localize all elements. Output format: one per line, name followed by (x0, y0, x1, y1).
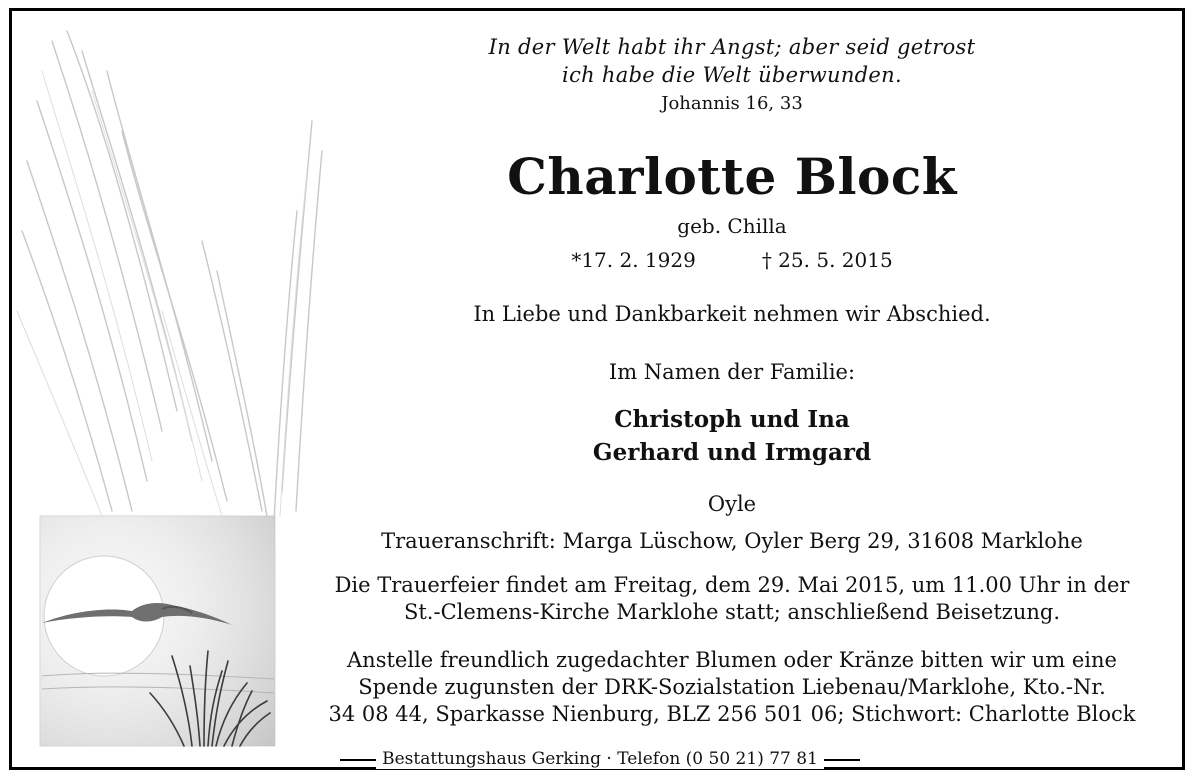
life-dates (282, 248, 1182, 272)
donation-line-1: Anstelle freundlich zugedachter Blumen oder Kränze bitten wir um eine (347, 648, 1117, 672)
sunset-panel (40, 516, 275, 746)
place: Oyle (707, 492, 757, 516)
obituary-text (282, 11, 1182, 751)
death-date: † 25. 5. 2015 (761, 248, 893, 272)
donation-line-2: Spende zugunsten der DRK-Sozialstation Liebenau/Marklohe, Kto.-Nr. (358, 675, 1106, 699)
obituary-frame (9, 8, 1185, 770)
donation-line-3: 34 08 44, Sparkasse Nienburg, BLZ 256 501 06; Stichwort: Charlotte Block (328, 702, 1136, 726)
bible-quote-line-1: In der Welt habt ihr Angst; aber seid getrost (488, 35, 976, 59)
family-name-2: Gerhard und Irmgard (592, 439, 872, 466)
funeral-home-contact: Bestattungshaus Gerking · Telefon (0 50 21) 77 81 (376, 749, 824, 769)
ceremony-line-2: St.-Clemens-Kirche Marklohe statt; anschließend Beisetzung. (403, 600, 1061, 624)
deceased-name: Charlotte Block (507, 147, 957, 206)
mourning-address: Traueranschrift: Marga Lüschow, Oyler Berg 29, 31608 Marklohe (381, 529, 1083, 553)
birth-date: *17. 2. 1929 (571, 248, 696, 272)
bible-reference: Johannis 16, 33 (661, 93, 803, 114)
maiden-name: geb. Chilla (677, 214, 787, 238)
farewell-text: In Liebe und Dankbarkeit nehmen wir Abschied. (473, 302, 991, 326)
funeral-home-footer (340, 746, 860, 772)
family-name-1: Christoph und Ina (614, 406, 850, 433)
bible-quote-line-2: ich habe die Welt überwunden. (562, 63, 902, 87)
ceremony-line-1: Die Trauerfeier findet am Freitag, dem 29. Mai 2015, um 11.00 Uhr in der (334, 573, 1130, 597)
family-intro: Im Namen der Familie: (608, 360, 856, 384)
